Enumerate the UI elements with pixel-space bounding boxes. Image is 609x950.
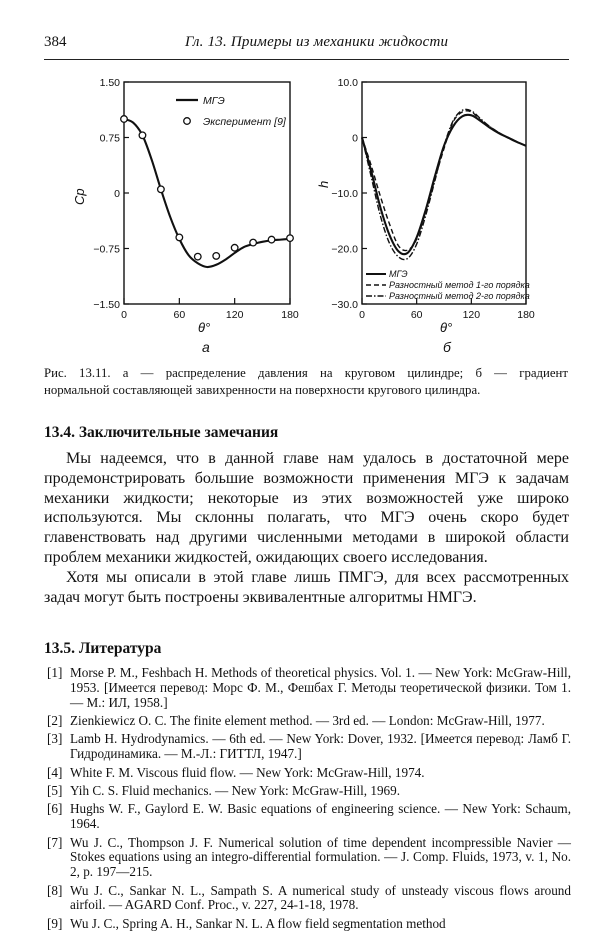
reference-item bbox=[44, 836, 571, 880]
reference-number: [5] bbox=[47, 782, 63, 798]
reference-item bbox=[44, 766, 571, 781]
reference-text: White F. M. Viscous fluid flow. — New York: McGraw-Hill, 1974. bbox=[70, 764, 425, 780]
chart-a-svg bbox=[70, 70, 310, 360]
caption-line-2: нормальной составляющей завихренности на поверхности кругового цилиндра. bbox=[44, 382, 481, 397]
chart-a-data-point bbox=[158, 186, 165, 193]
page-number: 384 bbox=[44, 34, 67, 50]
chart-b-series-line-3 bbox=[362, 109, 526, 259]
chart-b-series-line-1 bbox=[362, 115, 526, 254]
chart-a-x-tick-label: 180 bbox=[281, 309, 299, 321]
chart-a-data-point bbox=[250, 239, 257, 246]
chart-b-svg bbox=[310, 70, 555, 360]
chart-a-data-point bbox=[139, 132, 146, 139]
paragraph: Мы надеемся, что в данной главе нам удалось в достаточной мере продемонстрировать большие возможности применения МГЭ к задачам механики жидкости; некоторые из этих возможностей уже широко используются. Мы склонны полагать, что МГЭ очень скоро будет главенствовать над другими численными методами в широкой области проблем механики жидкостей, ожидающих своего исследования. bbox=[44, 450, 569, 566]
chart-a-ylabel: Cp bbox=[72, 188, 87, 205]
chart-a-data-point bbox=[121, 116, 128, 123]
figure-caption bbox=[44, 365, 568, 398]
reference-text: Morse P. M., Feshbach H. Methods of theoretical physics. Vol. 1. — New York: McGraw-Hill, 1953. [Имеется перевод: Морс Ф. М., Фешбах Г. Методы теоретической физики. Том 1. — М.: ИЛ, 1958.] bbox=[70, 665, 571, 710]
caption-line-1: Рис. 13.11. а — распределение давления на круговом цилиндре; б — градиент bbox=[44, 366, 568, 380]
chart-a-series-line-1 bbox=[124, 119, 290, 267]
reference-text: Wu J. C., Spring A. H., Sankar N. L. A flow field segmentation method bbox=[70, 915, 446, 931]
running-head: Гл. 13. Примеры из механики жидкости bbox=[185, 34, 449, 50]
chart-pressure-distribution bbox=[70, 70, 310, 360]
chart-a-data-point bbox=[194, 253, 201, 260]
chart-b-ylabel: h bbox=[316, 180, 331, 188]
header-rule bbox=[44, 59, 569, 60]
reference-number: [2] bbox=[47, 712, 63, 728]
chart-b-xlabel: θ° bbox=[440, 320, 453, 335]
chart-a-x-tick-label: 120 bbox=[225, 309, 244, 321]
chart-b-x-tick-label: 0 bbox=[359, 309, 365, 321]
reference-text: Zienkiewicz O. C. The finite element method. — 3rd ed. — London: McGraw-Hill, 1977. bbox=[70, 712, 545, 728]
chart-a-legend-series1: МГЭ bbox=[203, 95, 225, 107]
section-heading-literature: 13.5. Литература bbox=[44, 640, 162, 657]
reference-text: Wu J. C., Sankar N. L., Sampath S. A numerical study of unsteady viscous flows around airfoil. — AGARD Conf. Proc., v. 227, 24-1-18, 1978. bbox=[70, 882, 571, 913]
reference-number: [4] bbox=[47, 764, 63, 780]
reference-item bbox=[44, 784, 571, 799]
chart-b-y-tick-label: −10.0 bbox=[331, 188, 358, 200]
chart-vorticity-gradient bbox=[310, 70, 555, 360]
chart-a-data-point bbox=[176, 234, 183, 241]
reference-list bbox=[44, 666, 571, 935]
chart-a-data-point bbox=[287, 235, 294, 242]
reference-item bbox=[44, 917, 571, 932]
chart-b-legend-series2: Разностный метод 1-го порядка bbox=[389, 280, 530, 290]
chart-b-y-tick-label: −30.0 bbox=[331, 299, 358, 311]
chart-a-x-tick-label: 60 bbox=[173, 309, 186, 321]
chart-b-y-tick-label: 10.0 bbox=[337, 77, 358, 89]
chart-a-y-tick-label: −1.50 bbox=[93, 299, 120, 311]
chart-a-xlabel: θ° bbox=[198, 320, 211, 335]
chart-b-panel-label: б bbox=[443, 339, 451, 355]
reference-item bbox=[44, 666, 571, 710]
reference-item bbox=[44, 732, 571, 762]
chart-a-y-tick-label: 1.50 bbox=[99, 77, 120, 89]
chart-b-x-tick-label: 60 bbox=[410, 309, 423, 321]
reference-number: [9] bbox=[47, 915, 63, 931]
reference-number: [6] bbox=[47, 801, 63, 817]
chart-a-x-tick-label: 0 bbox=[121, 309, 127, 321]
reference-number: [1] bbox=[47, 665, 63, 680]
chart-b-y-tick-label: −20.0 bbox=[331, 243, 358, 256]
reference-item bbox=[44, 884, 571, 914]
reference-text: Wu J. C., Thompson J. F. Numerical solution of time dependent incompressible Navier — Stokes equations using an integro-differential formulation. — J. Comp. Fluids, 1973, v. 1, No. 2, p. 197—215. bbox=[70, 834, 571, 880]
chart-b-y-tick-label: 0 bbox=[352, 132, 358, 145]
reference-text: Hughs W. F., Gaylord E. W. Basic equations of engineering science. — New York: Schaum, 1964. bbox=[70, 801, 571, 832]
paragraph: Хотя мы описали в этой главе лишь ПМГЭ, для всех рассмотренных задач могут быть построены эквивалентные алгоритмы НМГЭ. bbox=[44, 568, 569, 606]
reference-number: [8] bbox=[47, 882, 63, 898]
chart-b-plot-frame bbox=[362, 82, 526, 304]
chart-a-data-point bbox=[268, 236, 275, 243]
chart-b-legend-series1: МГЭ bbox=[389, 269, 408, 279]
chart-b-x-tick-label: 180 bbox=[517, 309, 535, 321]
chart-a-y-tick-label: 0.75 bbox=[99, 132, 120, 145]
chart-a-y-tick-label: −0.75 bbox=[93, 243, 120, 256]
reference-number: [3] bbox=[47, 731, 63, 747]
conclusions-body bbox=[44, 449, 569, 607]
chart-a-data-point bbox=[213, 253, 220, 260]
reference-text: Lamb H. Hydrodynamics. — 6th ed. — New York: Dover, 1932. [Имеется перевод: Ламб Г. Гидродинамика. — М.-Л.: ГИТТЛ, 1947.] bbox=[70, 731, 571, 762]
reference-item bbox=[44, 714, 571, 729]
reference-text: Yih C. S. Fluid mechanics. — New York: McGraw-Hill, 1969. bbox=[70, 782, 401, 798]
reference-number: [7] bbox=[47, 834, 63, 850]
chart-b-legend-series3: Разностный метод 2-го порядка bbox=[389, 291, 530, 301]
chart-b-x-tick-label: 120 bbox=[462, 309, 481, 321]
section-heading-conclusions: 13.4. Заключительные замечания bbox=[44, 424, 279, 441]
chart-a-data-point bbox=[231, 244, 238, 251]
chart-a-y-tick-label: 0 bbox=[114, 188, 120, 200]
chart-a-legend-marker bbox=[184, 118, 191, 125]
chart-a-legend-series2: Эксперимент [9] bbox=[203, 116, 286, 128]
chart-a-panel-label: а bbox=[202, 339, 210, 355]
reference-item bbox=[44, 802, 571, 832]
